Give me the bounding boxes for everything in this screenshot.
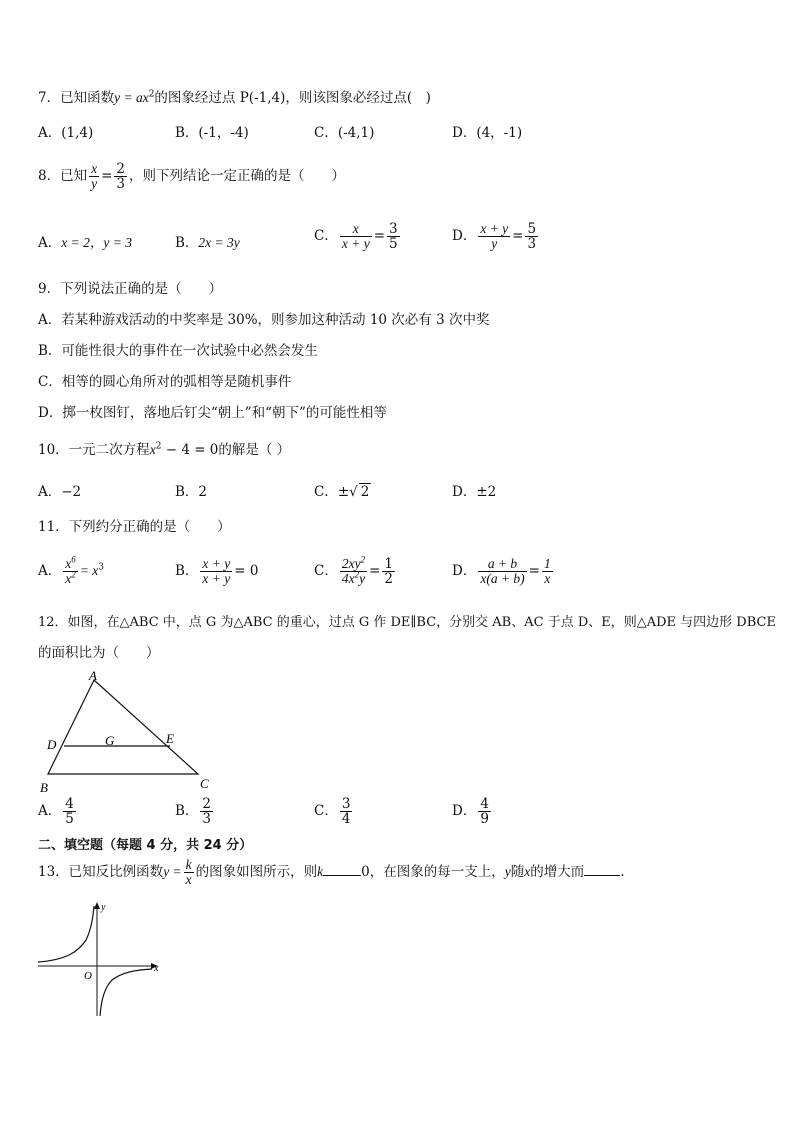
- q12-option-b: B． $\frac{2}{3}$: [175, 796, 212, 828]
- q7-stem: 7．已知函数$y = ax^2$的图象经过点 P(-1,4)，则该图象必经过点( ): [38, 89, 431, 106]
- label-a: A: [89, 668, 97, 683]
- label-b: B: [40, 780, 48, 795]
- q10-stem: 10．一元二次方程$x^2 - 4 = 0$的解是（ ）: [38, 441, 291, 458]
- q11-option-a: A． $\frac{x^6}{x^2}$ = $x^3$: [38, 554, 104, 587]
- q7-formula: y = ax: [114, 90, 149, 105]
- q10-option-c: C．±√ 2: [314, 484, 370, 500]
- q7-option-d: D．(4，-1): [452, 125, 523, 141]
- q13-blank-1[interactable]: [323, 875, 361, 876]
- q8-option-b: B．2x = 3y: [175, 235, 240, 251]
- q9-stem: 9．下列说法正确的是（ ）: [38, 281, 223, 297]
- label-e: E: [166, 731, 174, 746]
- q10-option-a: A．−2: [38, 484, 82, 500]
- label-c: C: [200, 776, 209, 791]
- q13-stem: 13．已知反比例函数y = $\frac{k}{x}$ 的图象如图所示，则k 0，在图象的每一支上，y随x的增大而 .: [38, 857, 625, 888]
- q8-option-c: C． $\frac{x}{x + y}$ = $\frac{3}{5}$: [314, 221, 398, 253]
- axis-x-label: x: [154, 963, 159, 974]
- q7-option-c: C．(-4,1): [314, 125, 375, 141]
- q12-stem-line2: 的面积比为（ ）: [38, 645, 160, 661]
- q12-option-d: D． $\frac{4}{9}$: [452, 796, 489, 828]
- origin-label: O: [84, 970, 92, 982]
- q8-fraction: $\frac{x}{y}$: [91, 161, 98, 192]
- q9-option-c: C．相等的圆心角所对的弧相等是随机事件: [38, 374, 292, 390]
- q13-hyperbola-figure: [36, 900, 164, 1020]
- q11-option-c: C． $\frac{2xy^2}{4x^2y}$ = $\frac{1}{2}$: [314, 554, 393, 588]
- q12-stem-line1: 12．如图，在△ABC 中，点 G 为△ABC 的重心，过点 G 作 DE∥BC，分别交 AB、AC 于点 D、E，则△ADE 与四边形 DBCE: [38, 615, 776, 630]
- q8-stem: 8．已知 $\frac{x}{y}$ = $\frac{2}{3}$ ，则下列结论一定正确的是（ ）: [38, 161, 345, 193]
- q7-option-a: A．(1,4): [38, 125, 94, 141]
- q9-option-b: B．可能性很大的事件在一次试验中必然会发生: [38, 343, 318, 359]
- q9-option-d: D．掷一枚图钉，落地后钉尖“朝上”和“朝下”的可能性相等: [38, 405, 387, 421]
- q8-option-d: D． $\frac{x + y}{y}$ = $\frac{5}{3}$: [452, 221, 537, 253]
- q8-option-a: A．x = 2，y = 3: [38, 235, 132, 251]
- q7-option-b: B．(-1，-4): [175, 125, 249, 141]
- axis-y-label: y: [101, 902, 106, 913]
- q11-option-d: D． $\frac{a + b}{x(a + b)}$ = $\frac{1}{x}$: [452, 556, 551, 587]
- q10-option-d: D．±2: [452, 484, 497, 500]
- label-g: G: [105, 733, 115, 748]
- q13-blank-2[interactable]: [584, 875, 620, 876]
- q8-rhs-fraction: $\frac{2}{3}$: [116, 161, 125, 193]
- label-d: D: [47, 737, 57, 752]
- q10-option-b: B．2: [175, 484, 208, 500]
- section-title-fill-blank: 二、填空题（每题 4 分，共 24 分）: [38, 838, 253, 853]
- q12-option-a: A． $\frac{4}{5}$: [38, 796, 74, 828]
- q12-option-c: C． $\frac{3}{4}$: [314, 796, 351, 828]
- q9-option-a: A．若某种游戏活动的中奖率是 30%，则参加这种活动 10 次必有 3 次中奖: [38, 312, 490, 328]
- q12-triangle-figure: [36, 668, 216, 796]
- q11-stem: 11．下列约分正确的是（ ）: [38, 519, 231, 535]
- q11-option-b: B． $\frac{x + y}{x + y}$ = 0: [175, 556, 259, 587]
